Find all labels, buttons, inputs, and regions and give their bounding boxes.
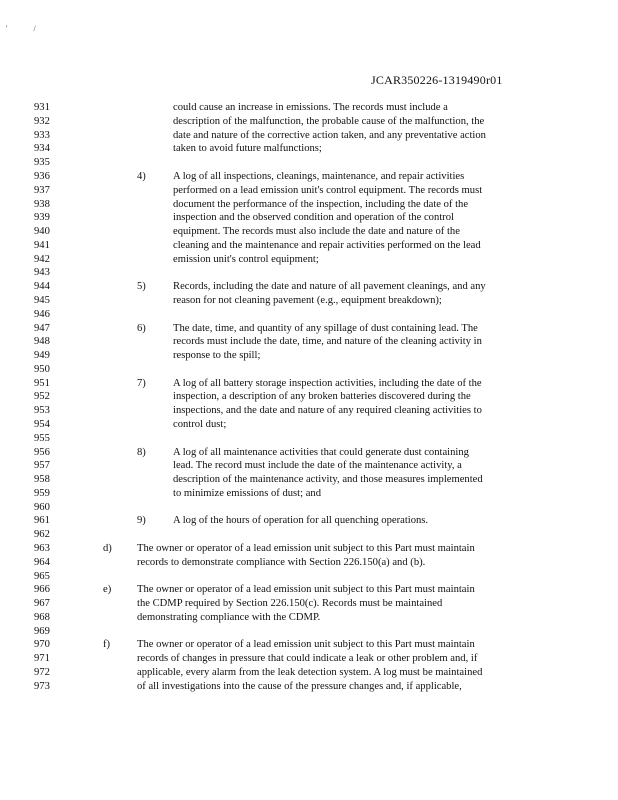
line-text: control dust; [173, 418, 227, 430]
line-number: 937 [34, 184, 50, 196]
line-text: inspection and the observed condition and operation of the control [173, 212, 454, 224]
line-number: 940 [34, 226, 50, 237]
line-number: 946 [34, 308, 50, 320]
line-text: records must include the date, time, and nature of the cleaning activity in [173, 336, 482, 348]
document-line [0, 266, 618, 280]
line-text: Records, including the date and nature of all pavement cleanings, and any [173, 281, 486, 293]
line-number: 954 [34, 418, 50, 430]
document-line [0, 432, 618, 446]
line-number: 970 [34, 639, 50, 651]
line-text: performed on a lead emission unit's control equipment. The records must [173, 184, 483, 196]
document-line [0, 446, 618, 460]
line-number: 952 [34, 391, 50, 403]
list-marker: 7) [137, 377, 146, 389]
line-number: 955 [34, 432, 50, 444]
line-text: inspection, a description of any broken batteries discovered during the [173, 391, 471, 403]
line-number: 961 [34, 515, 50, 527]
line-number: 956 [34, 446, 50, 458]
document-line [0, 418, 618, 432]
document-line [0, 611, 618, 625]
line-number: 942 [34, 253, 50, 265]
document-line [0, 211, 618, 225]
line-number: 941 [34, 239, 50, 251]
scan-corner-mark: ' / [6, 24, 48, 33]
line-text: description of the malfunction, the probable cause of the malfunction, the [173, 115, 485, 127]
line-number: 931 [34, 102, 50, 113]
list-marker: 8) [137, 446, 146, 458]
line-text: reason for not cleaning pavement (e.g., equipment breakdown); [173, 294, 442, 306]
line-text: A log of all maintenance activities that could generate dust containing [173, 446, 469, 458]
line-number: 936 [34, 170, 50, 182]
document-line [0, 349, 618, 363]
line-number: 969 [34, 625, 50, 637]
line-number: 953 [34, 405, 50, 417]
document-line [0, 404, 618, 418]
line-number: 934 [34, 143, 50, 155]
line-text: of all investigations into the cause of the pressure changes and, if applicable, [137, 680, 462, 692]
document-line [0, 170, 618, 184]
line-number: 966 [34, 584, 50, 596]
line-text: response to the spill; [173, 350, 261, 361]
document-line [0, 294, 618, 308]
line-text: A log of the hours of operation for all quenching operations. [173, 515, 429, 527]
document-line [0, 542, 618, 556]
document-line [0, 625, 618, 639]
line-number: 965 [34, 570, 50, 582]
document-line [0, 115, 618, 129]
line-number: 933 [34, 129, 50, 141]
document-line [0, 129, 618, 143]
line-text: The date, time, and quantity of any spillage of dust containing lead. The [173, 322, 478, 334]
list-marker: e) [103, 584, 112, 596]
line-number: 948 [34, 336, 50, 348]
line-text: could cause an increase in emissions. The records must include a [173, 102, 448, 113]
line-text: date and nature of the corrective action taken, and any preventative action [173, 129, 486, 141]
document-line [0, 597, 618, 611]
line-number: 957 [34, 460, 50, 472]
line-number: 939 [34, 212, 50, 224]
document-line [0, 142, 618, 156]
line-text: records to demonstrate compliance with Section 226.150(a) and (b). [137, 556, 426, 568]
list-marker: f) [103, 639, 111, 651]
document-line [0, 583, 618, 597]
document-line [0, 528, 618, 542]
document-line [0, 501, 618, 515]
line-number: 972 [34, 667, 50, 678]
line-number: 962 [34, 529, 50, 541]
document-line [0, 377, 618, 391]
document-line [0, 184, 618, 198]
document-line [0, 556, 618, 570]
document-line [0, 253, 618, 267]
line-number: 951 [34, 377, 50, 389]
list-marker: d) [103, 543, 112, 554]
line-number: 938 [34, 198, 50, 210]
line-text: cleaning and the maintenance and repair activities performed on the lead [173, 239, 481, 251]
line-number: 959 [34, 487, 50, 499]
document-id: JCAR350226-1319490r01 [371, 73, 503, 87]
line-text: applicable, every alarm from the leak detection system. A log must be maintained [137, 667, 483, 678]
document-line [0, 335, 618, 349]
line-number: 958 [34, 474, 50, 486]
line-text: A log of all battery storage inspection activities, including the date of the [173, 377, 482, 389]
document-line [0, 101, 618, 115]
document-line [0, 514, 618, 528]
document-line [0, 652, 618, 666]
document-line [0, 322, 618, 336]
document-line [0, 308, 618, 322]
line-text: inspections, and the date and nature of any required cleaning activities to [173, 405, 482, 417]
document-line [0, 666, 618, 680]
line-text: equipment. The records must also include the date and nature of the [173, 226, 460, 237]
line-number: 967 [34, 598, 50, 610]
line-number: 947 [34, 322, 50, 334]
line-number: 960 [34, 501, 50, 513]
line-text: emission unit's control equipment; [173, 253, 319, 265]
line-number: 968 [34, 611, 50, 623]
list-marker: 5) [137, 281, 146, 293]
line-text: to minimize emissions of dust; and [173, 487, 322, 499]
list-marker: 9) [137, 515, 146, 527]
line-number: 964 [34, 556, 50, 568]
document-line [0, 363, 618, 377]
document-line [0, 156, 618, 170]
line-text: demonstrating compliance with the CDMP. [137, 611, 321, 623]
document-line [0, 473, 618, 487]
document-line [0, 225, 618, 239]
line-number: 963 [34, 543, 50, 554]
line-text: The owner or operator of a lead emission unit subject to this Part must maintain [137, 584, 475, 596]
document-line [0, 198, 618, 212]
line-number: 944 [34, 281, 50, 293]
line-text: The owner or operator of a lead emission unit subject to this Part must maintain [137, 543, 475, 554]
document-line [0, 280, 618, 294]
line-number: 949 [34, 350, 50, 361]
list-marker: 4) [137, 170, 146, 182]
line-text: document the performance of the inspection, including the date of the [173, 198, 469, 210]
document-line [0, 680, 618, 694]
document-line [0, 570, 618, 584]
line-number: 943 [34, 267, 50, 279]
line-text: description of the maintenance activity, and those measures implemented [173, 474, 483, 486]
line-number: 950 [34, 363, 50, 375]
line-number: 971 [34, 653, 50, 665]
line-text: lead. The record must include the date of the maintenance activity, a [173, 460, 462, 472]
line-text: the CDMP required by Section 226.150(c). Records must be maintained [137, 598, 443, 610]
line-text: The owner or operator of a lead emission unit subject to this Part must maintain [137, 639, 475, 651]
line-number: 932 [34, 115, 50, 127]
line-text: records of changes in pressure that could indicate a leak or other problem and, if [137, 653, 478, 665]
line-text: taken to avoid future malfunctions; [173, 143, 322, 155]
line-number: 935 [34, 157, 50, 169]
line-text: A log of all inspections, cleanings, maintenance, and repair activities [173, 170, 465, 182]
document-line [0, 239, 618, 253]
document-line [0, 638, 618, 652]
line-number: 945 [34, 294, 50, 306]
list-marker: 6) [137, 322, 146, 334]
line-number: 973 [34, 680, 50, 692]
document-line [0, 487, 618, 501]
document-line [0, 459, 618, 473]
document-line [0, 390, 618, 404]
